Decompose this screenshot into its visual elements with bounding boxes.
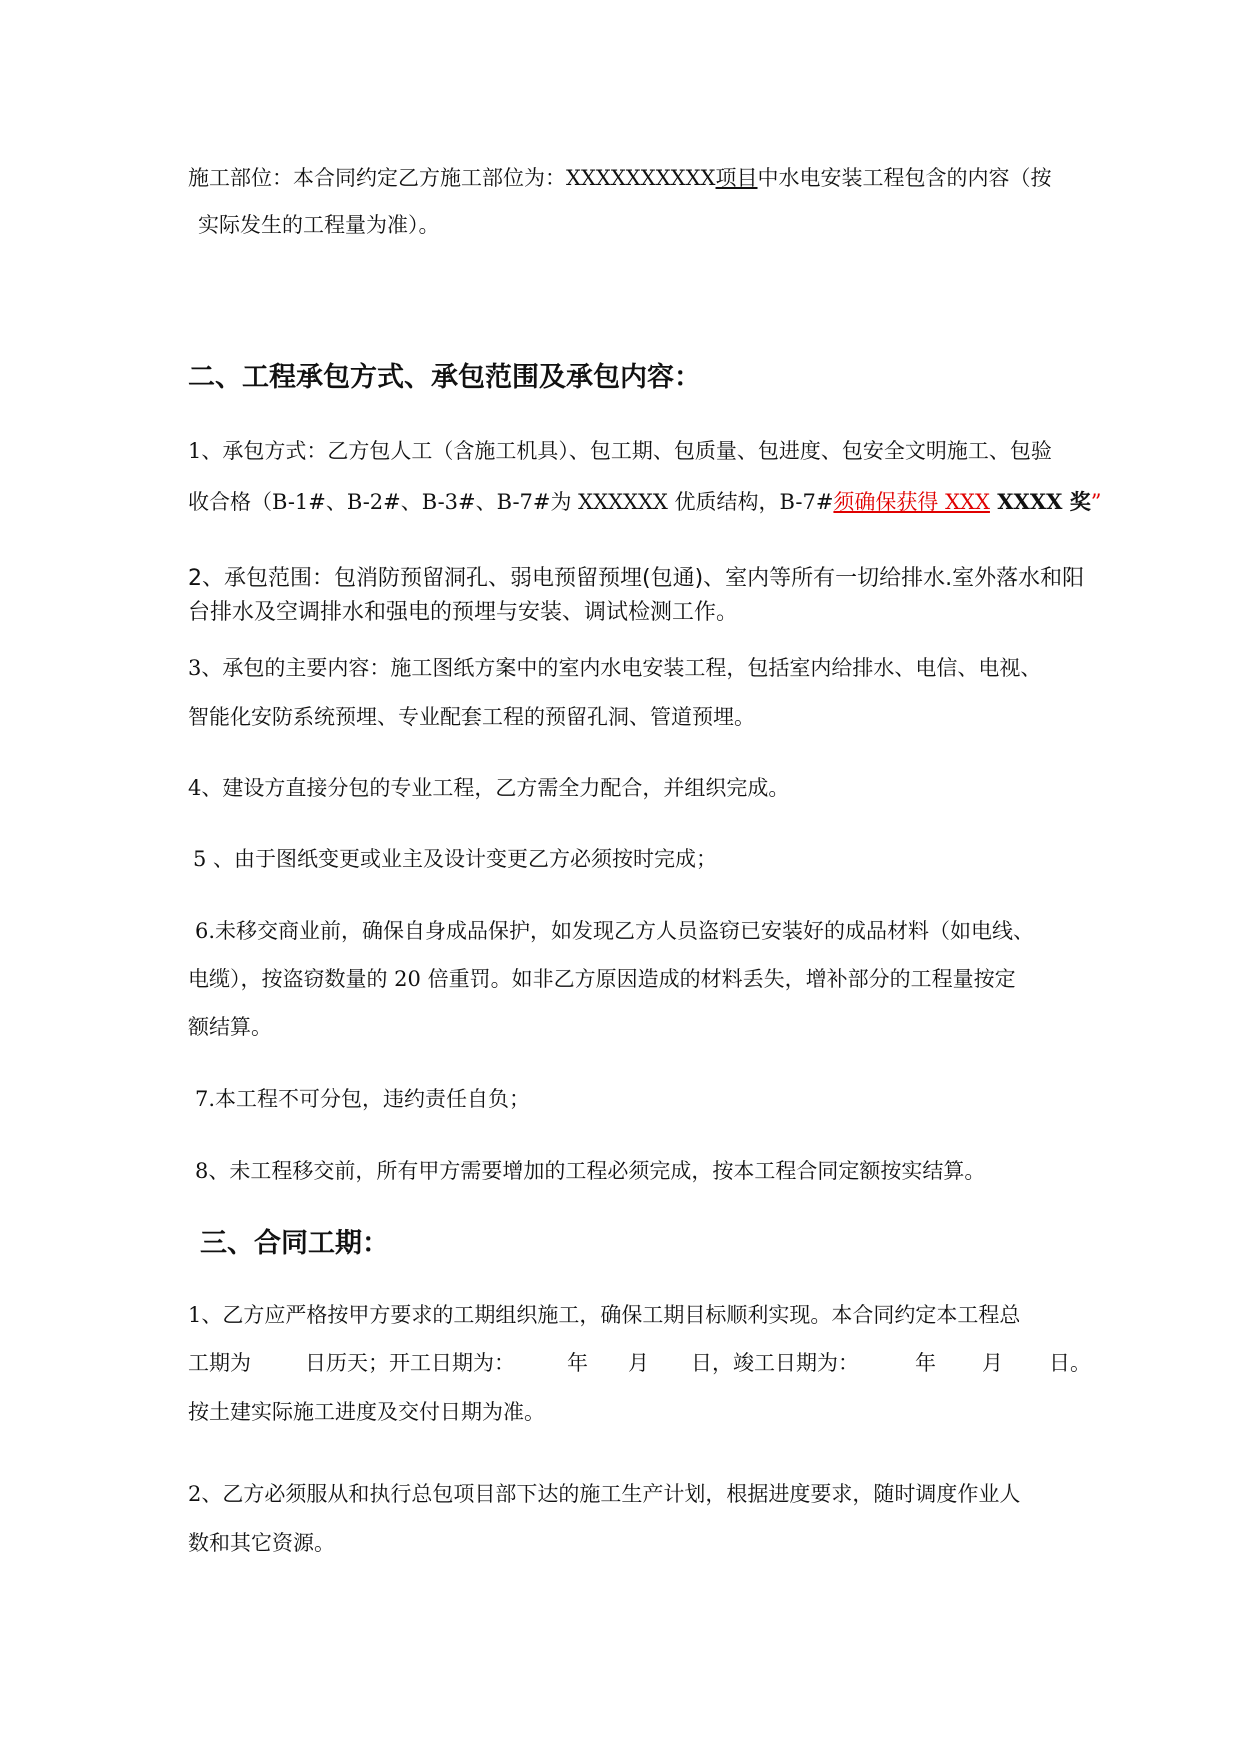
site-paragraph-line1 — [188, 164, 1052, 192]
end-year-label: 年 — [915, 1351, 936, 1375]
item-8: 8、未工程移交前，所有甲方需要增加的工程必须完成，按本工程合同定额按实结算。 — [195, 1159, 986, 1183]
award-requirement: 须确保获得 XXX — [833, 490, 990, 514]
main-content-line1: 3、承包的主要内容：施工图纸方案中的室内水电安装工程，包括室内给排水、电信、电视、 — [188, 656, 1042, 680]
end-day-label: 日。 — [1049, 1351, 1091, 1375]
end-date-label: 日，竣工日期为： — [691, 1351, 859, 1375]
contract-method-text: 收合格（B-1#、B-2#、B-3#、B-7#为 XXXXXX 优质结构，B-7# — [188, 490, 834, 514]
closing-quote: ” — [1090, 490, 1102, 514]
schedule-line3: 按土建实际施工进度及交付日期为准。 — [188, 1400, 545, 1424]
start-month-label: 月 — [628, 1351, 649, 1375]
contract-method-line1: 1、承包方式：乙方包人工（含施工机具）、包工期、包质量、包进度、包安全文明施工、包验 — [188, 439, 1052, 463]
end-month-label: 月 — [982, 1351, 1003, 1375]
contract-scope-line2: 台排水及空调排水和强电的预埋与安装、调试检测工作。 — [188, 600, 739, 625]
plan-compliance-line1: 2、乙方必须服从和执行总包项目部下达的施工生产计划，根据进度要求，随时调度作业人 — [188, 1482, 1021, 1506]
start-year-label: 年 — [567, 1351, 588, 1375]
item-6-line3: 额结算。 — [188, 1015, 272, 1039]
item-6-line1: 6.未移交商业前，确保自身成品保护，如发现乙方人员盗窃已安装好的成品材料（如电线、 — [195, 919, 1035, 943]
site-paragraph-line2: 实际发生的工程量为准）。 — [198, 213, 440, 237]
award-name: XXXX 奖 — [989, 489, 1091, 514]
section-2-heading: 二、工程承包方式、承包范围及承包内容： — [188, 362, 701, 393]
main-content-line2: 智能化安防系统预埋、专业配套工程的预留孔洞、管道预埋。 — [188, 705, 755, 729]
item-7: 7.本工程不可分包，违约责任自负； — [195, 1087, 531, 1111]
schedule-line1: 1、乙方应严格按甲方要求的工期组织施工，确保工期目标顺利实现。本合同约定本工程总 — [188, 1303, 1021, 1327]
item-5: 5 、由于图纸变更或业主及设计变更乙方必须按时完成； — [193, 847, 718, 871]
start-date-label: 日历天；开工日期为： — [305, 1351, 515, 1375]
item-6-line2: 电缆），按盗窃数量的 20 倍重罚。如非乙方原因造成的材料丢失，增补部分的工程量按定 — [188, 967, 1016, 991]
contract-scope-line1: 2、承包范围：包消防预留洞孔、弱电预留预埋(包通)、室内等所有一切给排水.室外落水和阳 — [188, 566, 1085, 591]
contract-method-line2 — [188, 488, 1102, 516]
site-text-suffix: 中水电安装工程包含的内容（按 — [757, 166, 1052, 190]
duration-label: 工期为 — [188, 1351, 251, 1375]
project-link[interactable]: 项目 — [715, 166, 758, 190]
schedule-line2 — [188, 1349, 1091, 1377]
site-text: 施工部位：本合同约定乙方施工部位为：XXXXXXXXXX — [188, 166, 716, 190]
section-3-heading: 三、合同工期： — [200, 1228, 389, 1259]
item-4: 4、建设方直接分包的专业工程，乙方需全力配合，并组织完成。 — [188, 776, 790, 800]
plan-compliance-line2: 数和其它资源。 — [188, 1531, 335, 1555]
